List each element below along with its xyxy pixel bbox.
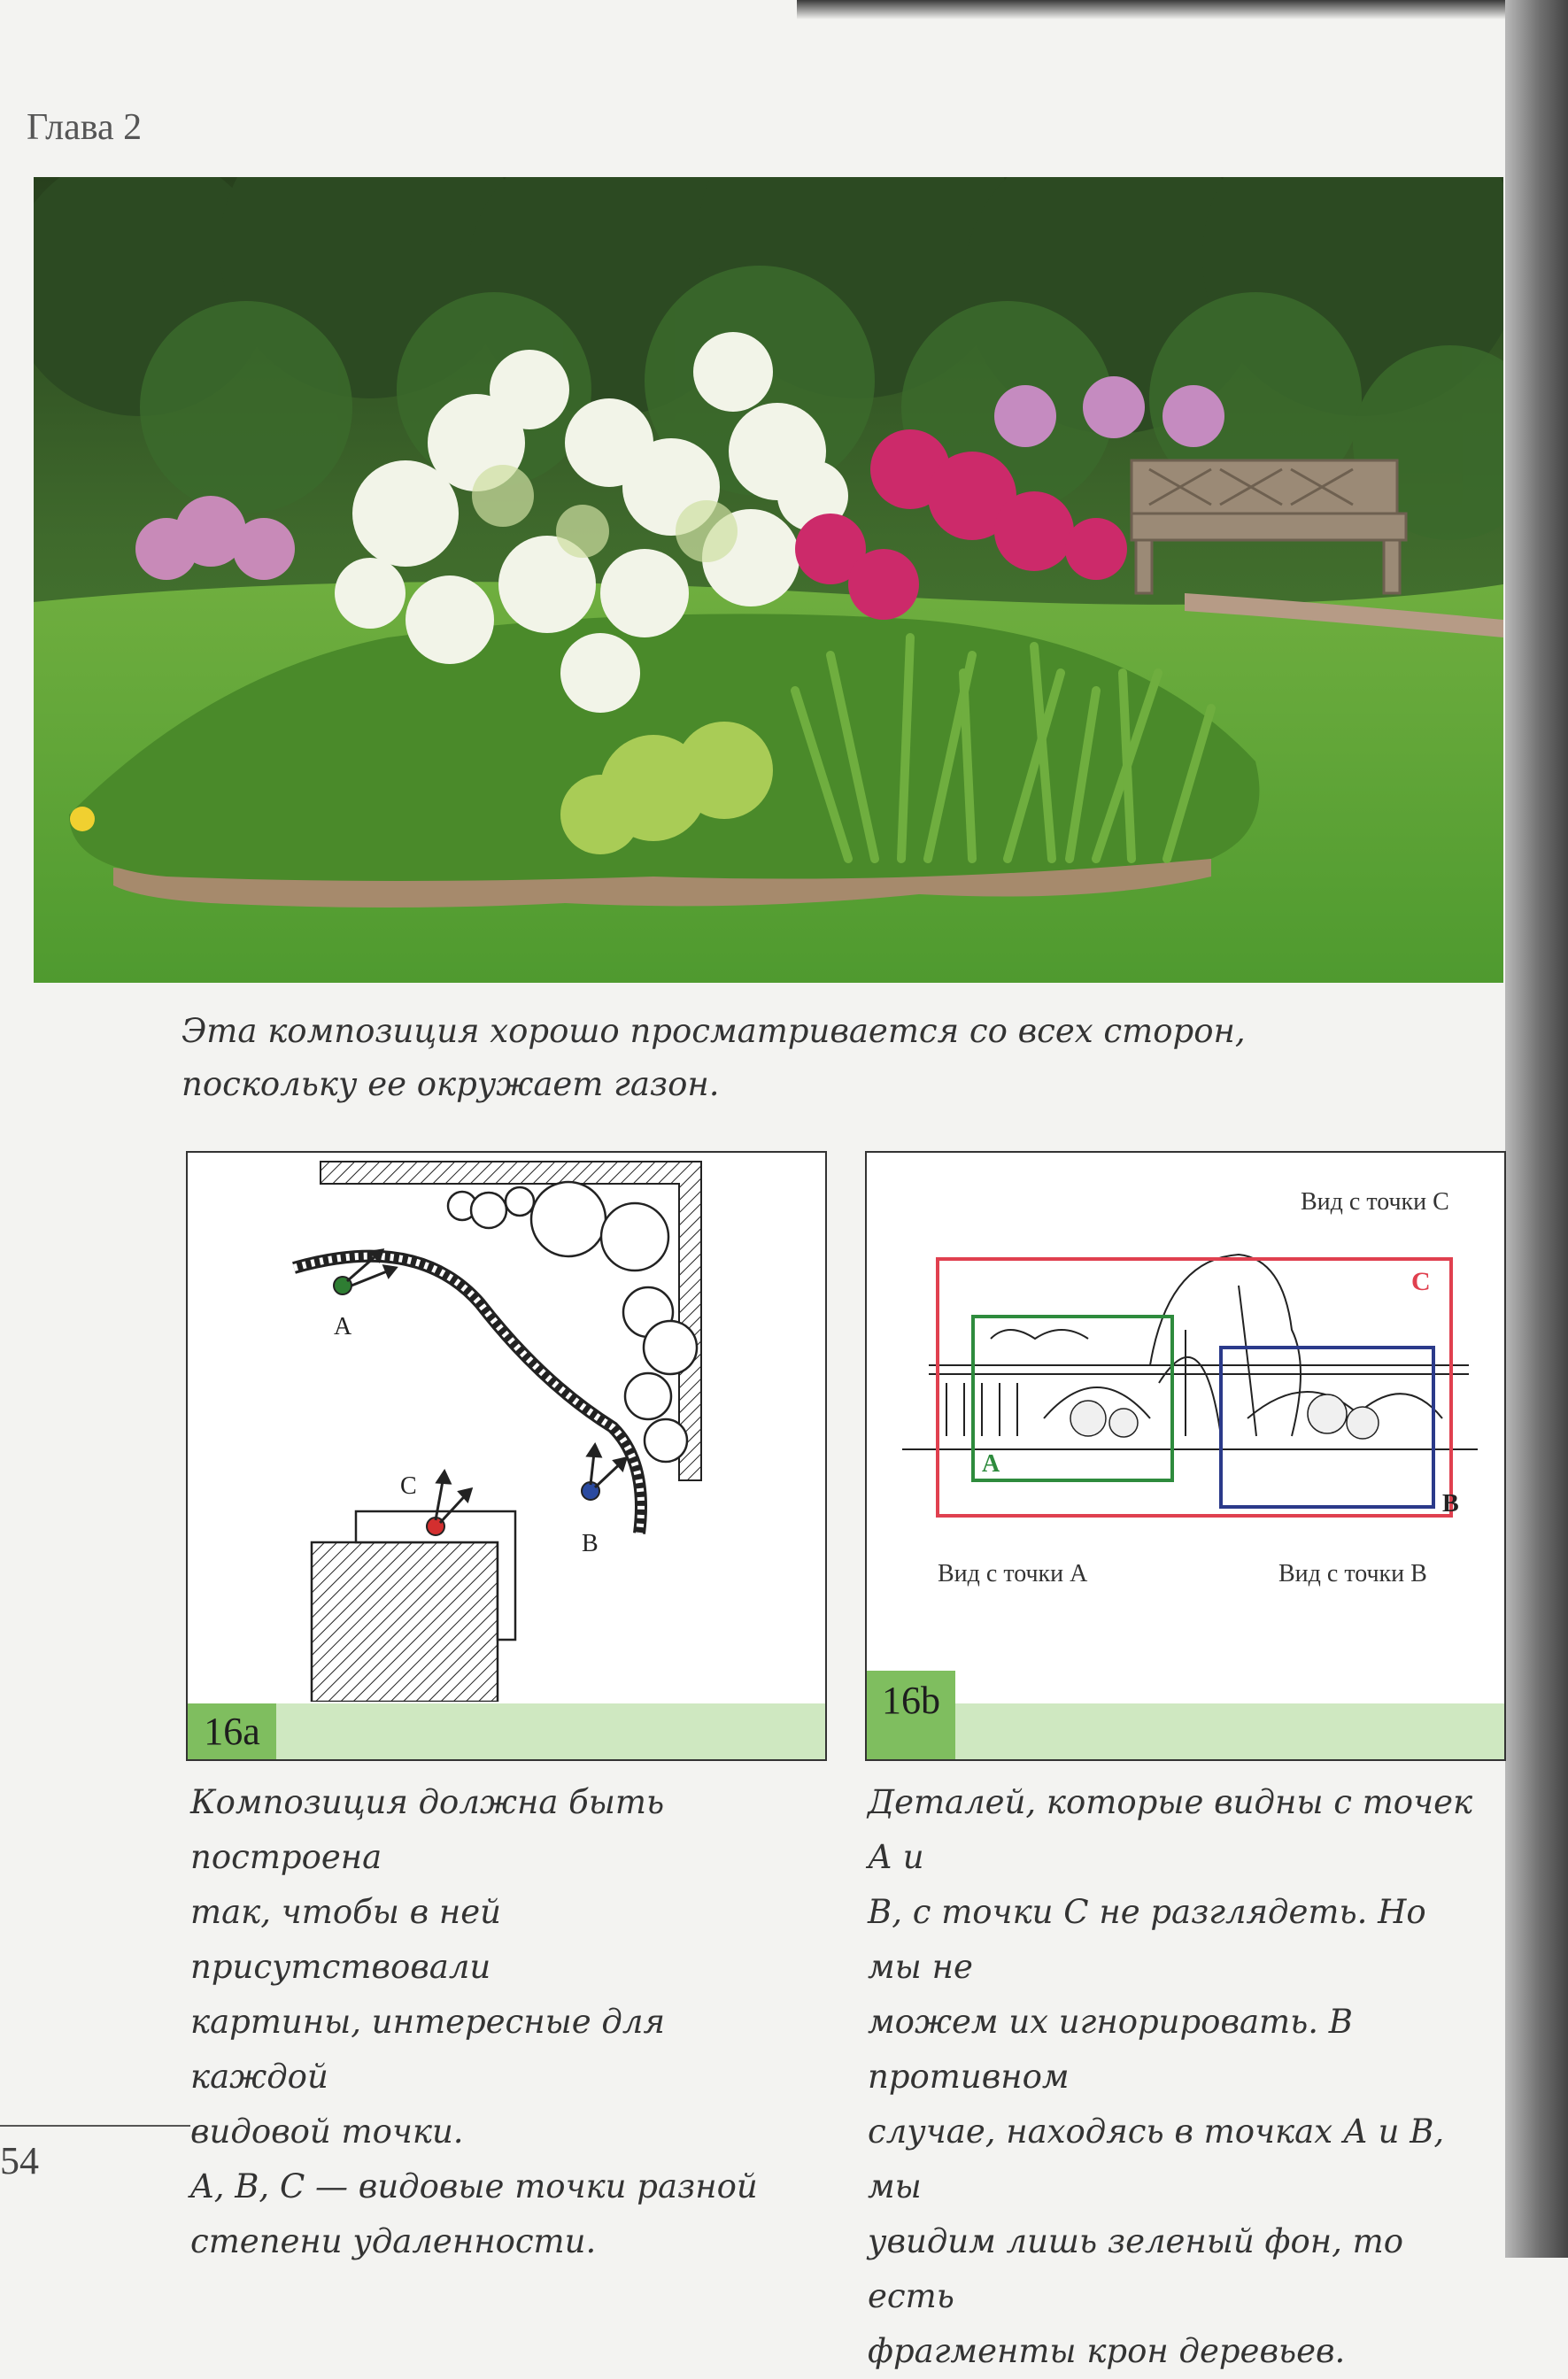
caption-line: видовой точки.	[190, 2113, 464, 2151]
viewpoint-diagram	[188, 1153, 825, 1702]
caption-line: A, B, C — видовые точки разной	[190, 2167, 758, 2205]
page-number: 54	[0, 2139, 39, 2182]
frame-c-letter: C	[1411, 1267, 1431, 1296]
view-c-label: Вид с точки С	[1301, 1188, 1449, 1216]
caption-line: Деталей, которые видны с точек А и	[868, 1783, 1473, 1876]
view-b-label: Вид с точки В	[1278, 1560, 1427, 1587]
chapter-heading: Глава 2	[27, 107, 143, 148]
figure-16b	[865, 1151, 1506, 1761]
caption-line: фрагменты крон деревьев.	[868, 2332, 1346, 2370]
view-a-label: Вид с точки А	[938, 1560, 1088, 1587]
figure-label: 16b	[867, 1671, 955, 1759]
caption-line: так, чтобы в ней присутствовали	[190, 1893, 502, 1986]
figure-label-strip	[276, 1703, 825, 1759]
figure-label-strip	[955, 1703, 1504, 1759]
frame-a-letter: A	[982, 1450, 1000, 1478]
photo-caption: Эта композиция хорошо просматривается со всех сторон, поскольку ее окружает газон.	[182, 1012, 1246, 1103]
caption-line: картины, интересные для каждой	[190, 2003, 665, 2096]
view-frames-drawing	[867, 1153, 1504, 1569]
garden-photo	[34, 177, 1503, 983]
footer-rule	[0, 2125, 190, 2127]
caption-line: степени удаленности.	[190, 2222, 597, 2260]
frame-b-letter: B	[1442, 1490, 1459, 1518]
caption-line: увидим лишь зеленый фон, то есть	[868, 2222, 1404, 2315]
figure-16b-caption	[868, 1775, 1487, 2379]
scan-shadow-right	[1505, 0, 1568, 2258]
point-a-label: A	[334, 1313, 352, 1340]
figure-16a	[186, 1151, 827, 1761]
point-c-label: C	[400, 1472, 417, 1500]
caption-line: Композиция должна быть построена	[190, 1783, 665, 1876]
point-b-label: B	[582, 1530, 599, 1557]
caption-line: случае, находясь в точках А и В, мы	[868, 2113, 1445, 2205]
caption-line: можем их игнорировать. В противном	[868, 2003, 1353, 2096]
figure-label: 16a	[188, 1703, 276, 1759]
caption-line: В, с точки С не разглядеть. Но мы не	[868, 1893, 1426, 1986]
figure-16a-caption	[190, 1775, 810, 2269]
scan-shadow-top	[797, 0, 1505, 19]
